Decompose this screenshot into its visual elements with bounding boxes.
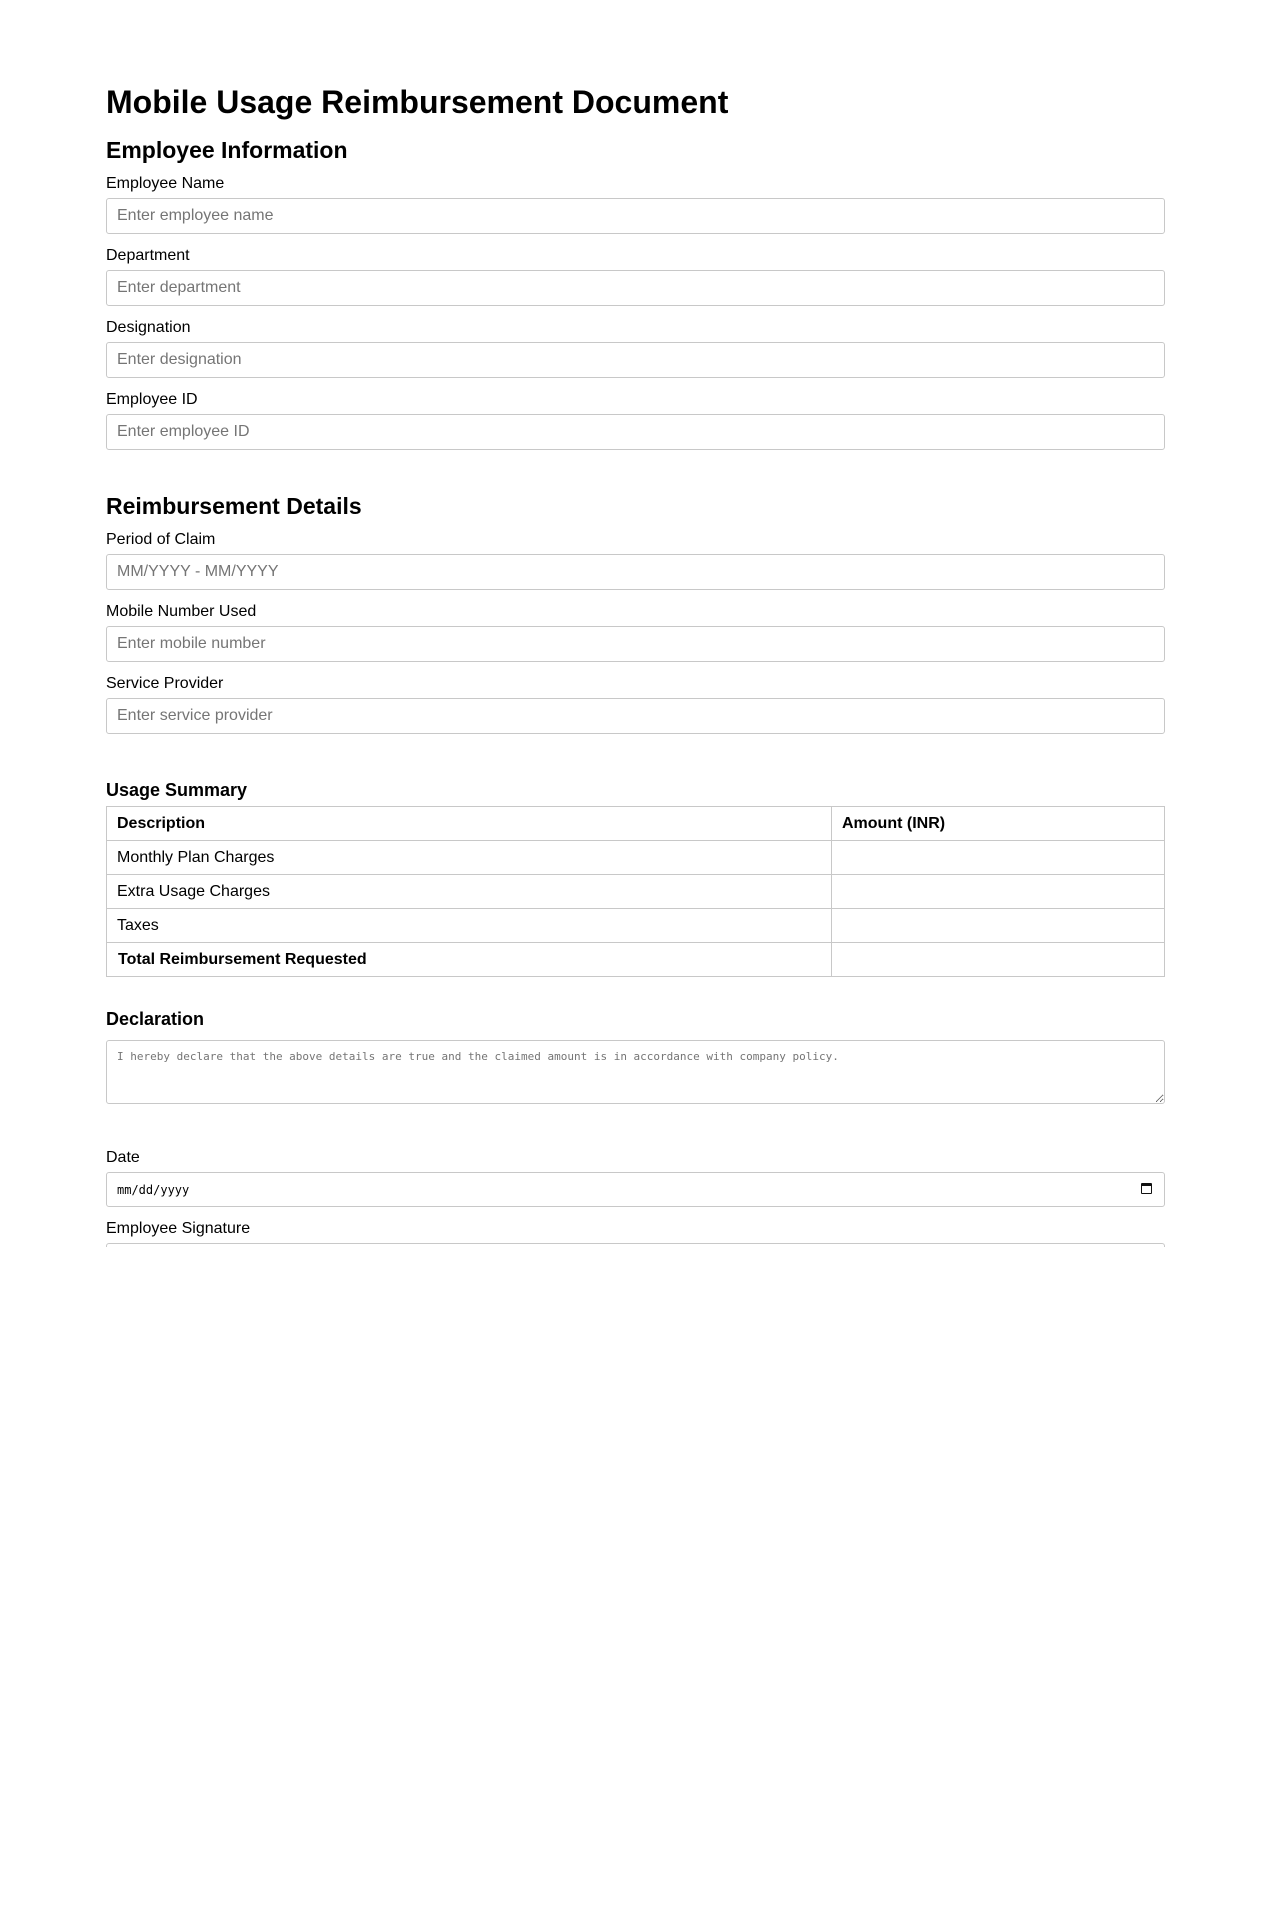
department-input[interactable] (106, 270, 1165, 306)
period-of-claim-input[interactable] (106, 554, 1165, 590)
employee-id-label: Employee ID (106, 391, 198, 408)
employee-id-input[interactable] (106, 414, 1165, 450)
mobile-number-input[interactable] (106, 626, 1165, 662)
page-title: Mobile Usage Reimbursement Document (106, 84, 729, 120)
mobile-number-label: Mobile Number Used (106, 603, 257, 620)
row-amount[interactable] (832, 909, 1165, 943)
row-amount[interactable] (832, 875, 1165, 909)
row-description: Extra Usage Charges (107, 875, 832, 909)
designation-label: Designation (106, 319, 191, 336)
row-description: Taxes (107, 909, 832, 943)
designation-field (106, 318, 1165, 378)
declaration-textarea[interactable] (106, 1040, 1165, 1104)
employee-signature-field (106, 1219, 1165, 1247)
period-of-claim-field (106, 530, 1165, 590)
row-amount[interactable] (832, 841, 1165, 875)
declaration-heading: Declaration (106, 1009, 205, 1029)
table-row (107, 841, 1165, 875)
table-header-row (107, 807, 1165, 841)
table-row (107, 875, 1165, 909)
amount-column-header: Amount (INR) (832, 807, 1165, 841)
total-amount[interactable] (832, 943, 1165, 977)
date-label: Date (106, 1149, 140, 1166)
description-column-header: Description (107, 807, 832, 841)
calendar-icon[interactable] (1141, 1183, 1152, 1194)
reimbursement-form (106, 82, 1165, 1247)
designation-input[interactable] (106, 342, 1165, 378)
employee-name-field (106, 174, 1165, 234)
date-field (106, 1148, 1165, 1207)
service-provider-label: Service Provider (106, 675, 224, 692)
total-description: Total Reimbursement Requested (107, 943, 832, 977)
usage-summary-heading: Usage Summary (106, 780, 248, 800)
employee-name-input[interactable] (106, 198, 1165, 234)
employee-id-field (106, 390, 1165, 450)
service-provider-input[interactable] (106, 698, 1165, 734)
department-label: Department (106, 247, 190, 264)
employee-signature-input[interactable] (106, 1243, 1165, 1247)
period-of-claim-label: Period of Claim (106, 531, 216, 548)
employee-name-label: Employee Name (106, 175, 225, 192)
department-field (106, 246, 1165, 306)
date-input[interactable] (106, 1172, 1165, 1207)
usage-summary-table (106, 806, 1165, 977)
date-format-placeholder: mm/dd/yyyy (117, 1183, 190, 1197)
row-description: Monthly Plan Charges (107, 841, 832, 875)
reimbursement-details-heading: Reimbursement Details (106, 493, 362, 519)
table-row (107, 909, 1165, 943)
employee-signature-label: Employee Signature (106, 1220, 251, 1237)
employee-information-heading: Employee Information (106, 137, 348, 163)
service-provider-field (106, 674, 1165, 734)
total-row (107, 943, 1165, 977)
mobile-number-field (106, 602, 1165, 662)
